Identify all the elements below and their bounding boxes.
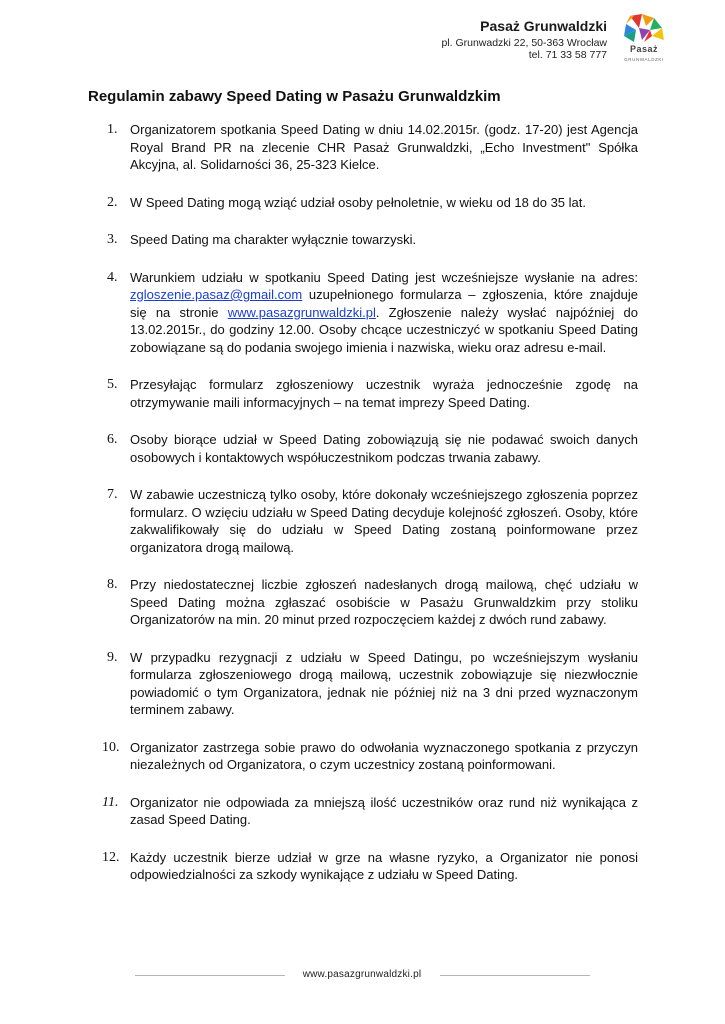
company-name: Pasaż Grunwaldzki <box>480 18 607 34</box>
pasaz-logo-icon <box>612 10 676 74</box>
rule-text-part: Warunkiem udziału w spotkaniu Speed Dating jest wcześniejsze wysłanie na adres: <box>130 269 638 285</box>
company-phone: tel. 71 33 58 777 <box>528 49 607 61</box>
rule-number: 10. <box>102 739 120 755</box>
rule-number: 5. <box>107 377 118 392</box>
rule-item <box>88 121 638 174</box>
logo-subtitle: GRUNWALDZKI <box>624 57 664 62</box>
rule-item <box>88 376 638 411</box>
rule-text: W zabawie uczestniczą tylko osoby, które dokonały wcześniejszego zgłoszenia poprzez formularz. O wzięciu udziału w Speed Dating decyduje kolejność zgłoszeń. Osoby, które zakwalifikowały się do udziału w Speed Dating zostaną poinformowane przez organizatora drogą mailową. <box>130 487 638 555</box>
rule-text: Speed Dating ma charakter wyłącznie towarzyski. <box>130 232 417 247</box>
rule-item <box>88 576 638 629</box>
footer-website[interactable]: www.pasazgrunwaldzki.pl <box>302 969 422 980</box>
rule-number: 7. <box>107 487 118 502</box>
rule-number: 1. <box>107 122 118 137</box>
rule-text-part: uzupełnionego formularza – zgłoszenia, które znajduje się na stronie <box>130 287 638 320</box>
rule-number: 2. <box>107 194 118 210</box>
rule-number: 11. <box>102 794 119 810</box>
footer-divider-right <box>440 975 590 976</box>
rule-text: W przypadku rezygnacji z udziału w Speed Datingu, po wcześniejszym wysłaniu formularza zgłoszeniowego drogą mailową, uczestnik zobowiązuje się niezwłocznie powiadomić o tym Organizatora, jednak nie później niż na 3 dni przed wyznaczonym terminem zabawy. <box>130 649 638 717</box>
rule-item <box>88 231 638 249</box>
rule-text: Osoby biorące udział w Speed Dating zobowiązują się nie podawać swoich danych osobowych i kontaktowych współuczestnikom podczas trwania zabawy. <box>130 432 638 465</box>
rule-text: Organizator zastrzega sobie prawo do odwołania wyznaczonego spotkania z przyczyn niezależnych od Organizatora, o czym uczestnicy zostaną poinformowani. <box>130 739 638 772</box>
rule-number: 3. <box>107 232 118 247</box>
rule-item <box>88 794 638 829</box>
rule-number: 6. <box>107 432 118 447</box>
rule-text: Organizatorem spotkania Speed Dating w dniu 14.02.2015r. (godz. 17-20) jest Agencja Royal Brand PR na zlecenie CHR Pasaż Grunwaldzki, „Echo Investment" Spółka Akcyjna, al. Solidarności 36, 25-323 Kielce. <box>130 122 638 172</box>
rule-item <box>88 649 638 719</box>
rule-item <box>88 849 638 884</box>
rule-text: Organizator nie odpowiada za mniejszą ilość uczestników oraz rund niż wynikająca z zasad Speed Dating. <box>130 794 638 827</box>
rule-text: Przy niedostatecznej liczbie zgłoszeń nadesłanych drogą mailową, chęć udziału w Speed Dating można zgłaszać osobiście w Pasażu Grunwaldzkim przy stoliku Organizatorów na min. 20 minut przed rozpoczęciem każdej z dwóch rund zabawy. <box>130 577 638 627</box>
rule-number: 4. <box>107 269 118 285</box>
rule-text: W Speed Dating mogą wziąć udział osoby pełnoletnie, w wieku od 18 do 35 lat. <box>130 194 586 210</box>
email-link[interactable]: zgloszenie.pasaz@gmail.com <box>130 287 303 302</box>
rule-item <box>88 269 638 357</box>
rule-item <box>88 194 638 212</box>
footer-divider-left <box>135 975 285 976</box>
rule-item <box>88 431 638 466</box>
rules-list <box>88 121 638 904</box>
rule-item <box>88 486 638 556</box>
letterhead <box>441 18 607 61</box>
website-link[interactable]: www.pasazgrunwaldzki.pl <box>227 304 376 320</box>
rule-number: 9. <box>107 649 118 665</box>
rule-item <box>88 739 638 774</box>
document-title: Regulamin zabawy Speed Dating w Pasażu Grunwaldzkim <box>88 88 501 105</box>
rule-number: 8. <box>107 577 118 592</box>
rule-text: Przesyłając formularz zgłoszeniowy uczestnik wyraża jednocześnie zgodę na otrzymywanie maili informacyjnych – na temat imprezy Speed Dating. <box>130 377 638 410</box>
rule-text-part: . Zgłoszenie należy wysłać najpóźniej do 13.02.2015r., do godziny 12.00. Osoby chcące uczestniczyć w spotkaniu Speed Dating zobowiązane są do podania swojego imienia i nazwiska, wieku oraz adresu e-mail. <box>130 304 638 355</box>
rule-text: Każdy uczestnik bierze udział w grze na własne ryzyko, a Organizator nie ponosi odpowiedzialności za szkody wynikające z udziału w Speed Dating. <box>130 849 638 882</box>
logo-wordmark: Pasaż <box>629 44 659 54</box>
company-address: pl. Grunwadzki 22, 50-363 Wrocław <box>441 37 607 49</box>
rule-number: 12. <box>102 849 120 865</box>
